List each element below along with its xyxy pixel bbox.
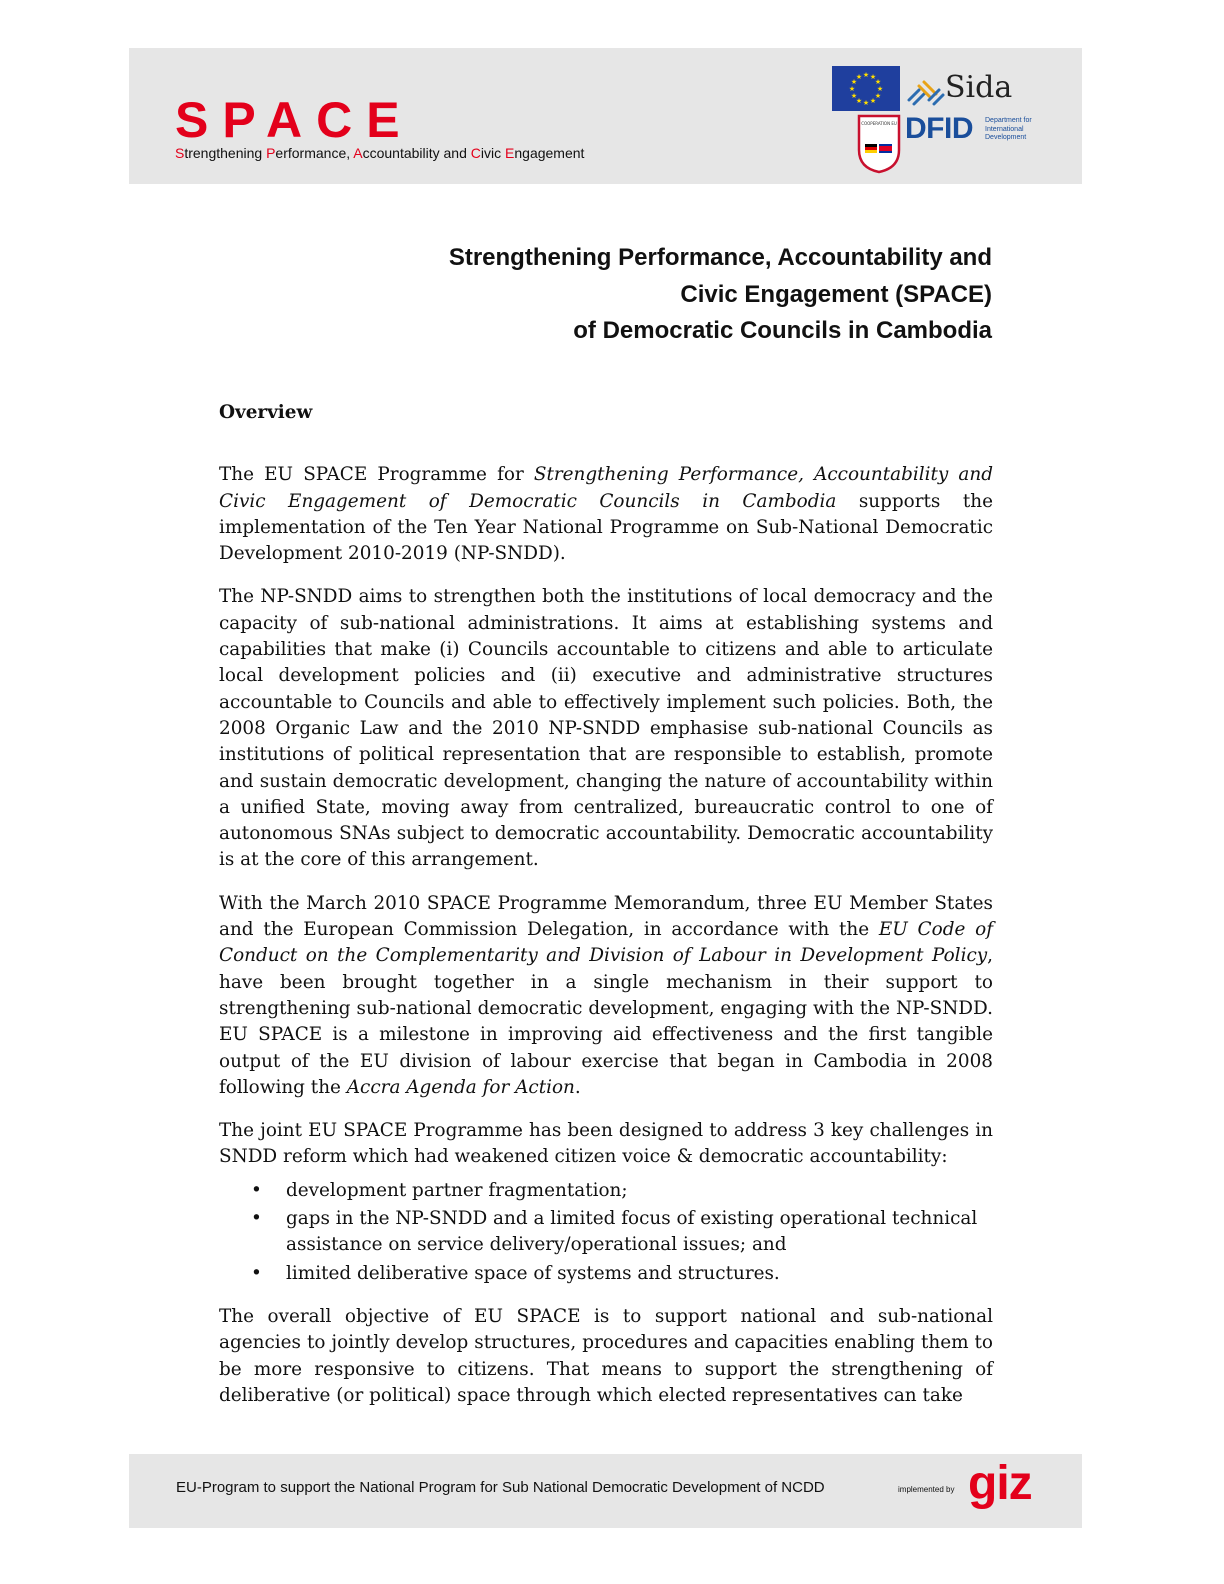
- svg-text:★: ★: [855, 97, 863, 105]
- list-item: • development partner fragmentation;: [219, 1178, 993, 1204]
- dfid-subtitle: Department for International Development: [985, 117, 1032, 141]
- sida-mark-icon: [905, 78, 945, 108]
- svg-text:★: ★: [862, 99, 870, 107]
- space-logo: SPACE: [175, 92, 414, 148]
- list-item: • gaps in the NP-SNDD and a limited focus of existing operational technical assistance on service delivery/operational issues; and: [251, 1208, 978, 1256]
- svg-text:★: ★: [850, 78, 858, 86]
- list-item: • limited deliberative space of systems and structures.: [219, 1261, 993, 1287]
- title-line-1: Strengthening Performance, Accountability and: [448, 244, 992, 271]
- seal-caption: COOPERATION EU: [861, 121, 897, 126]
- space-tagline: Strengthening Performance, Accountability and Civic Engagement: [175, 145, 585, 161]
- paragraph-4: The joint EU SPACE Programme has been designed to address 3 key challenges in SNDD reform which had weakened citizen voice & democratic accountability:: [219, 1120, 993, 1168]
- svg-text:★: ★: [862, 71, 870, 79]
- footer-text: EU-Program to support the National Program for Sub National Democratic Development of NCDD: [176, 1479, 825, 1496]
- document-body: [219, 400, 993, 1426]
- paragraph-3: With the March 2010 SPACE Programme Memorandum, three EU Member States and the European Commission Delegation, in accordance with the EU Code of Conduct on the Complementarity and Division of Labour in Development Policy, have been brought together in a single mechanism in their support to strengthening sub-national democratic development, engaging with the NP-SNDD. EU SPACE is a milestone in improving aid effectiveness and the first tangible output of the EU division of labour exercise that began in Cambodia in 2008 following the Accra Agenda for Action.: [219, 892, 993, 1098]
- eu-flag-logo: [832, 66, 900, 111]
- challenges-list: [219, 1178, 993, 1287]
- svg-text:★: ★: [869, 97, 877, 105]
- bullet-icon: •: [251, 1208, 262, 1230]
- title-line-2: Civic Engagement (SPACE): [680, 280, 992, 308]
- cooperation-seal: [855, 114, 903, 174]
- bullet-icon: •: [251, 1179, 262, 1201]
- implemented-by-label: implemented by: [898, 1485, 955, 1494]
- svg-text:★: ★: [850, 92, 858, 100]
- dfid-logo: DFID: [905, 112, 973, 145]
- svg-text:★: ★: [855, 73, 863, 81]
- paragraph-2: The NP-SNDD aims to strengthen both the institutions of local democracy and the capacity of sub-national administrations. It aims at establishing systems and capabilities that make (i) Councils accountable to citizens and able to articulate local development policies and (ii) executive and administrative structures accountable to Councils and able to effectively implement such policies. Both, the 2008 Organic Law and the 2010 NP-SNDD emphasise sub-national Councils as institutions of political representation that are responsible to establish, promote and sustain democratic development, changing the nature of accountability within a unified State, moving away from centralized, bureaucratic control to one of autonomous SNAs subject to democratic accountability. Democratic accountability is at the core of this arrangement.: [219, 586, 993, 871]
- svg-text:★: ★: [874, 78, 882, 86]
- sida-logo: Sida: [945, 70, 1013, 105]
- paragraph-1: The EU SPACE Programme for Strengthening Performance, Accountability and Civic Engagement of Democratic Councils in Cambodia supports the implementation of the Ten Year National Programme on Sub-National Democratic Development 2010-2019 (NP-SNDD).: [219, 464, 993, 565]
- svg-text:★: ★: [876, 85, 884, 93]
- overview-heading: Overview: [219, 402, 313, 423]
- document-title: [300, 240, 992, 350]
- svg-text:★: ★: [848, 85, 856, 93]
- svg-text:★: ★: [874, 92, 882, 100]
- title-line-3: of Democratic Councils in Cambodia: [573, 317, 992, 344]
- svg-text:★: ★: [869, 73, 877, 81]
- giz-logo: giz: [968, 1457, 1032, 1510]
- paragraph-5: The overall objective of EU SPACE is to support national and sub-national agencies to jointly develop structures, procedures and capacities enabling them to be more responsive to citizens. That means to support the strengthening of deliberative (or political) space through which elected representatives can take: [219, 1305, 993, 1406]
- bullet-icon: •: [251, 1262, 262, 1284]
